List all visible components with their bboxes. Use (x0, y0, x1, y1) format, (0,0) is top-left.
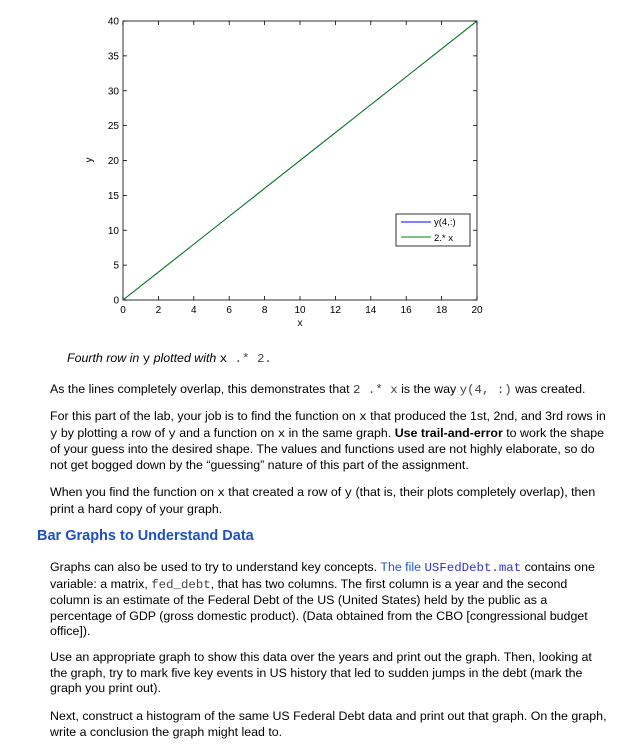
y-tick-label: 35 (107, 51, 119, 63)
x-tick-label: 2 (155, 305, 162, 316)
legend-box (396, 214, 470, 246)
y-tick-label: 5 (113, 260, 119, 272)
line-chart (0, 0, 641, 340)
x-axis-label: x (297, 318, 303, 329)
paragraph-overlap: As the lines completely overlap, this demonstrates that 2 .* x is the way y(4, :) was created. (50, 382, 586, 397)
paragraph-histogram-task: Next, construct a histogram of the same US Federal Debt data and print out that graph. On the graph, write a conclusion the graph might lead to. (50, 709, 607, 739)
data-file-link[interactable]: The file USFedDebt.mat (380, 560, 522, 575)
paragraph-graph-task: Use an appropriate graph to show this data over the years and print out the graph. Then, looking at the graph, try to mark five key events in US history that led to sudden jumps in the debt (mark the graph you print out). (50, 650, 592, 696)
x-tick-label: 8 (261, 305, 268, 316)
legend (396, 214, 470, 246)
x-tick-label: 18 (436, 305, 448, 316)
x-tick-label: 16 (400, 305, 412, 316)
y-tick-label: 30 (107, 86, 119, 98)
y-tick-label: 40 (107, 16, 119, 28)
legend-label-series-2: 2.* x (434, 233, 454, 244)
x-tick-label: 10 (294, 305, 306, 316)
y-tick-label: 20 (107, 156, 119, 167)
x-tick-label: 0 (120, 305, 126, 316)
y-axis-label: y (84, 157, 95, 163)
paragraph-data-file: Graphs can also be used to try to understand key concepts. The file USFedDebt.mat contains one variable: a matrix, fed_debt, that has two columns. The first column is a year and the second column is an estimate of the Federal Debt of the US (United States) held by the public as a percentage of GDP (gross domestic product). (Data obtained from the CBO [congressional budget office]). (50, 560, 595, 639)
x-tick-label: 12 (329, 305, 341, 316)
y-tick-label: 15 (107, 190, 119, 202)
paragraph-instructions: For this part of the lab, your job is to find the function on x that produced the 1st, 2nd, and 3rd rows in y by plotting a row of y and a function on x in the same graph. Use trail-and-error to work the shape of your guess into the desired shape. The values and functions used are not highly elaborate, so do not get bogged down by the “guessing” nature of this part of the assignment. (50, 409, 606, 472)
x-tick-label: 4 (191, 305, 197, 316)
section-heading: Bar Graphs to Understand Data (37, 528, 254, 544)
x-tick-label: 20 (471, 305, 483, 316)
y-tick-label: 25 (107, 121, 119, 133)
x-tick-label: 6 (226, 305, 232, 316)
y-tick-label: 0 (113, 295, 119, 307)
y-tick-label: 10 (107, 225, 119, 237)
paragraph-print-graph: When you find the function on x that created a row of y (that is, their plots completely overlap), then print a hard copy of your graph. (50, 485, 596, 516)
figure-caption: Fourth row in y plotted with x .* 2. (67, 351, 272, 366)
x-tick-label: 14 (365, 305, 377, 316)
legend-label-series-1: y(4,:) (434, 217, 456, 228)
